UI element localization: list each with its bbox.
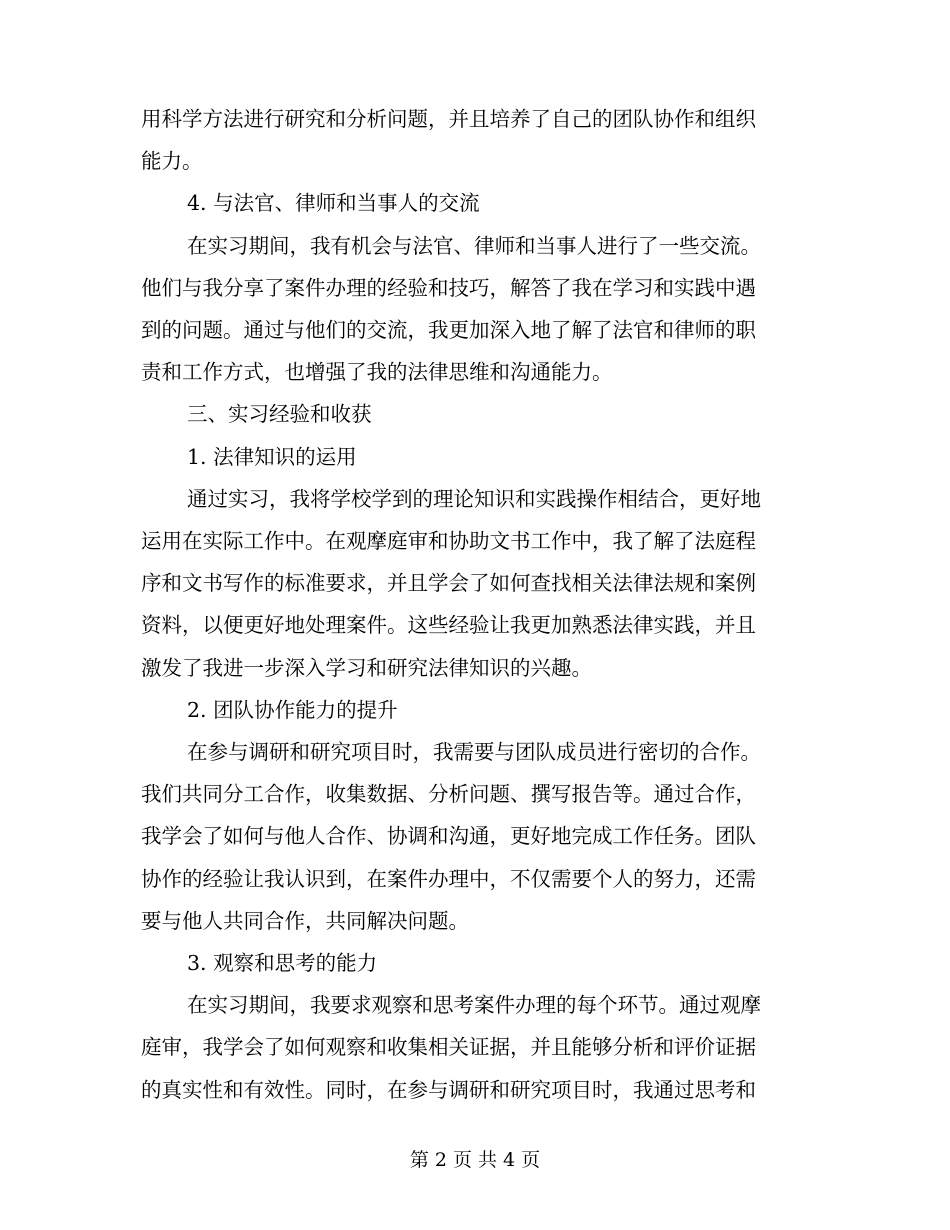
text-line: 能力。: [141, 149, 203, 174]
text-line: 1. 法律知识的运用: [187, 444, 357, 469]
text-line: 三、实习经验和收获: [187, 402, 372, 427]
text-line: 3. 观察和思考的能力: [187, 951, 378, 975]
text-line: 通过实习，我将学校学到的理论知识和实践操作相结合，更好地: [187, 486, 761, 511]
text-line: 用科学方法进行研究和分析问题，并且培养了自己的团队协作和组织: [141, 107, 756, 131]
text-line: 序和文书写作的标准要求，并且学会了如何查找相关法律法规和案例: [141, 571, 756, 596]
text-line: 协作的经验让我认识到，在案件办理中，不仅需要个人的努力，还需: [141, 866, 756, 891]
text-line: 到的问题。通过与他们的交流，我更加深入地了解了法官和律师的职: [141, 318, 756, 342]
page-footer: 第 2 页 共 4 页: [409, 1149, 541, 1171]
text-line: 要与他人共同合作，共同解决问题。: [141, 908, 469, 933]
text-line: 资料，以便更好地处理案件。这些经验让我更加熟悉法律实践，并且: [141, 613, 756, 638]
text-line: 在实习期间，我有机会与法官、律师和当事人进行了一些交流。: [187, 233, 761, 258]
text-line: 的真实性和有效性。同时，在参与调研和研究项目时，我通过思考和: [141, 1077, 756, 1102]
text-line: 激发了我进一步深入学习和研究法律知识的兴趣。: [141, 655, 592, 680]
text-line: 他们与我分享了案件办理的经验和技巧，解答了我在学习和实践中遇: [141, 275, 756, 300]
text-line: 2. 团队协作能力的提升: [187, 697, 398, 722]
text-line: 4. 与法官、律师和当事人的交流: [187, 191, 480, 216]
text-line: 在参与调研和研究项目时，我需要与团队成员进行密切的合作。: [187, 740, 761, 764]
text-line: 我学会了如何与他人合作、协调和沟通，更好地完成工作任务。团队: [141, 824, 756, 849]
text-line: 我们共同分工合作，收集数据、分析问题、撰写报告等。通过合作，: [141, 782, 756, 807]
text-line: 责和工作方式，也增强了我的法律思维和沟通能力。: [141, 360, 613, 385]
text-line: 庭审，我学会了如何观察和收集相关证据，并且能够分析和评价证据: [141, 1035, 756, 1060]
text-line: 运用在实际工作中。在观摩庭审和协助文书工作中，我了解了法庭程: [141, 529, 756, 553]
text-line: 在实习期间，我要求观察和思考案件办理的每个环节。通过观摩: [187, 993, 761, 1018]
